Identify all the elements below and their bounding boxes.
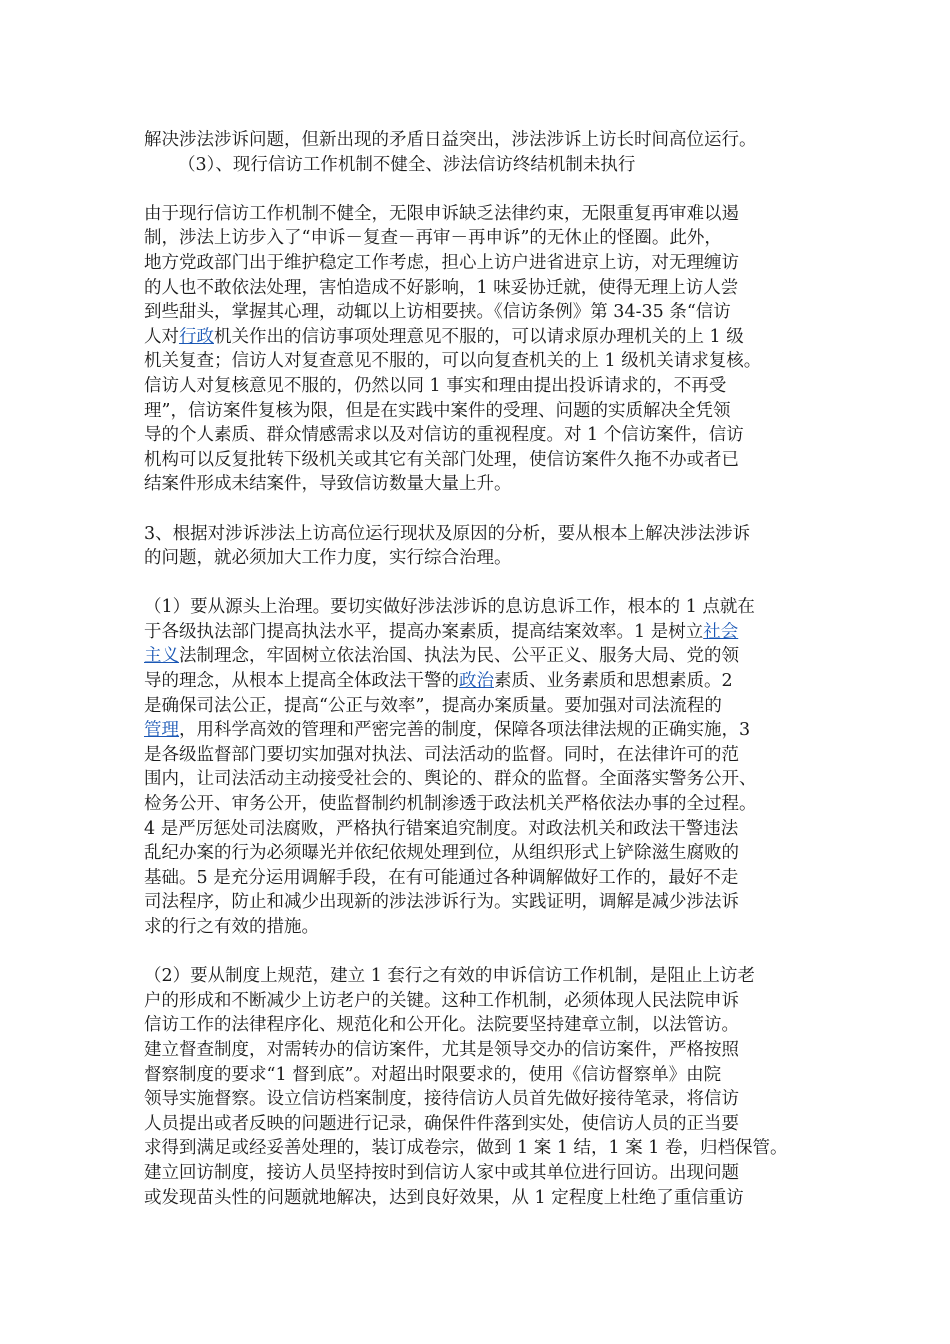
text-line: 的人也不敢依法处理，害怕造成不好影响，1 味妥协迁就，使得无理上访人尝 <box>144 277 739 298</box>
text-line: 督察制度的要求“1 督到底”。对超出时限要求的，使用《信访督察单》由院 <box>144 1064 722 1085</box>
text-line: 建立督查制度，对需转办的信访案件，尤其是领导交办的信访案件，严格按照 <box>144 1039 739 1060</box>
paragraph-section-3 <box>144 522 824 571</box>
text-line: 是各级监督部门要切实加强对执法、司法活动的监督。同时，在法律许可的范 <box>144 744 739 765</box>
text-line: 地方党政部门出于维护稳定工作考虑，担心上访户进省进京上访，对无理缠访 <box>144 252 739 273</box>
text-line: 户的形成和不断减少上访老户的关键。这种工作机制，必须体现人民法院申诉 <box>144 990 739 1011</box>
text-line: 围内，让司法活动主动接受社会的、舆论的、群众的监督。全面落实警务公开、 <box>144 769 757 790</box>
paragraph-gap <box>144 940 824 965</box>
text-line: 到些甜头，掌握其心理，动辄以上访相要挟。《信访条例》第 34-35 条“信访 <box>144 302 731 323</box>
text-fragment: 人对 <box>144 326 179 347</box>
text-line: 解决涉法涉诉问题，但新出现的矛盾日益突出，涉法涉诉上访长时间高位运行。 <box>144 130 757 150</box>
text-line: 司法程序，防止和减少出现新的涉法涉诉行为。实践证明，调解是减少涉法诉 <box>144 892 739 913</box>
text-line: 信访工作的法律程序化、规范化和公开化。法院要坚持建章立制，以法管访。 <box>144 1015 739 1036</box>
link-shehui[interactable]: 社会 <box>703 621 739 642</box>
link-xingzheng[interactable]: 行政 <box>179 326 214 347</box>
text-line: 基础。5 是充分运用调解手段，在有可能通过各种调解做好工作的，最好不走 <box>144 867 739 888</box>
text-line: （1）要从源头上治理。要切实做好涉法涉诉的息访息诉工作，根本的 1 点就在 <box>144 597 755 618</box>
text-line: 乱纪办案的行为必须曝光并依纪依规处理到位，从组织形式上铲除滋生腐败的 <box>144 843 739 864</box>
text-line: 的问题，就必须加大工作力度，实行综合治理。 <box>144 548 512 569</box>
text-line: 4 是严厉惩处司法腐败，严格执行错案追究制度。对政法机关和政法干警违法 <box>144 818 739 839</box>
link-guanli[interactable]: 管理 <box>144 720 179 741</box>
text-line: 3、根据对涉诉涉法上访高位运行现状及原因的分析，要从根本上解决涉法涉诉 <box>144 523 751 544</box>
paragraph-source-governance <box>144 595 824 939</box>
text-line-with-link <box>144 669 824 694</box>
link-zhuyi[interactable]: 主义 <box>144 646 179 667</box>
text-line: 求的行之有效的措施。 <box>144 917 319 937</box>
text-line-with-link <box>144 620 824 645</box>
text-line: 机构可以反复批转下级机关或其它有关部门处理，使信访案件久拖不办或者已 <box>144 449 739 470</box>
text-line: （2）要从制度上规范，建立 1 套行之有效的申诉信访工作机制，是阻止上访老 <box>144 966 755 987</box>
text-line-with-link <box>144 325 824 350</box>
text-line: 制，涉法上访步入了“申诉－复查－再审－再申诉”的无休止的怪圈。此外， <box>144 228 722 249</box>
link-zhengzhi[interactable]: 政治 <box>459 671 494 692</box>
text-line: 理”，信访案件复核为限，但是在实践中案件的受理、问题的实质解决全凭领 <box>144 400 731 421</box>
paragraph-system-standardization <box>144 964 824 1210</box>
text-fragment: 导的理念，从根本上提高全体政法干警的 <box>144 671 459 692</box>
text-line: 或发现苗头性的问题就地解决，达到良好效果，从 1 定程度上杜绝了重信重访 <box>144 1187 744 1208</box>
text-line: 导的个人素质、群众情感需求以及对信访的重视程度。对 1 个信访案件，信访 <box>144 425 744 446</box>
paragraph-intro-continuation <box>144 128 824 153</box>
text-line-with-link <box>144 644 824 669</box>
text-line-with-link <box>144 718 824 743</box>
text-fragment: 于各级执法部门提高执法水平，提高办案素质，提高结案效率。1 是树立 <box>144 621 704 642</box>
heading-text: （3）、现行信访工作机制不健全、涉法信访终结机制未执行 <box>178 154 636 175</box>
paragraph-mechanism <box>144 202 824 497</box>
text-line: 是确保司法公正，提高“公正与效率”，提高办案质量。要加强对司法流程的 <box>144 695 722 716</box>
text-line: 信访人对复核意见不服的，仍然以同 1 事实和理由提出投诉请求的，不再受 <box>144 375 727 396</box>
text-fragment: ，用科学高效的管理和严密完善的制度，保障各项法律法规的正确实施，3 <box>179 720 751 741</box>
paragraph-gap <box>144 177 824 202</box>
text-line: 检务公开、审务公开，使监督制约机制渗透于政法机关严格依法办事的全过程。 <box>144 794 757 815</box>
text-line: 由于现行信访工作机制不健全，无限申诉缺乏法律约束，无限重复再审难以遏 <box>144 203 739 224</box>
paragraph-gap <box>144 571 824 596</box>
text-fragment: 素质、业务素质和思想素质。2 <box>494 671 733 692</box>
text-line: 人员提出或者反映的问题进行记录，确保件件落到实处，使信访人员的正当要 <box>144 1113 739 1134</box>
text-fragment: 机关作出的信访事项处理意见不服的，可以请求原办理机关的上 1 级 <box>214 326 744 347</box>
text-line: 建立回访制度，接访人员坚持按时到信访人家中或其单位进行回访。出现问题 <box>144 1162 739 1183</box>
document-body <box>144 128 824 1210</box>
paragraph-gap <box>144 497 824 522</box>
text-line: 结案件形成未结案件，导致信访数量大量上升。 <box>144 474 512 495</box>
text-line: 机关复查；信访人对复查意见不服的，可以向复查机关的上 1 级机关请求复核。 <box>144 351 762 372</box>
section-heading-3 <box>144 153 824 178</box>
text-fragment: 法制理念，牢固树立依法治国、执法为民、公平正义、服务大局、党的领 <box>179 646 739 667</box>
text-line: 领导实施督察。设立信访档案制度，接待信访人员首先做好接待笔录，将信访 <box>144 1089 739 1110</box>
text-line: 求得到满足或经妥善处理的，装订成卷宗，做到 1 案 1 结，1 案 1 卷，归档保管。 <box>144 1138 788 1159</box>
